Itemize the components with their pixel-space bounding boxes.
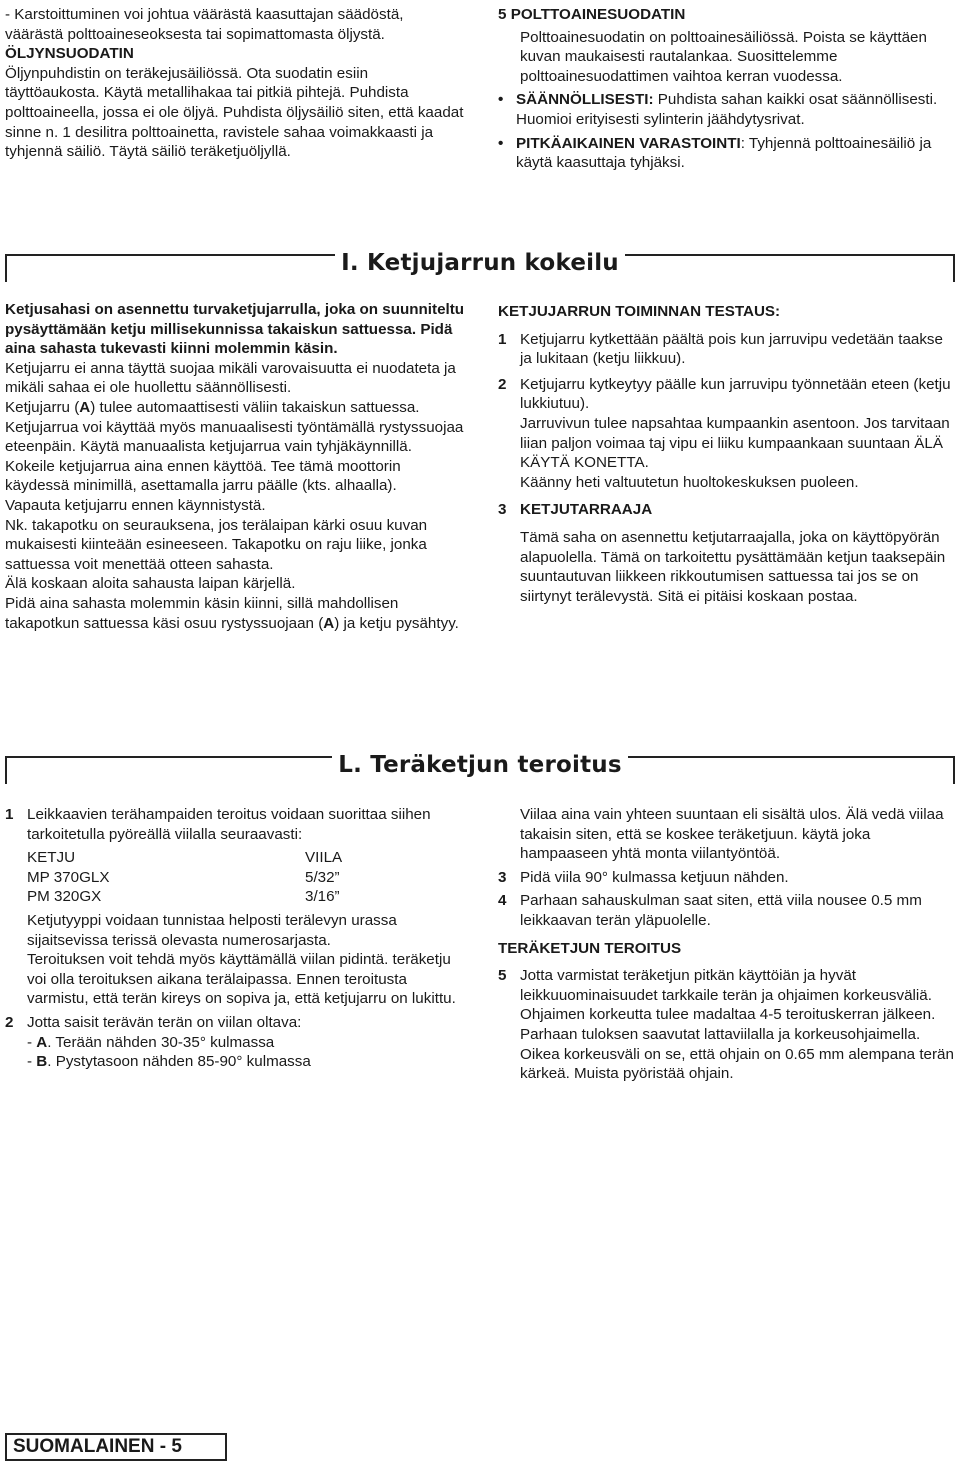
fuel-filter-number: 5 — [498, 6, 507, 23]
chain-brake-intro: Ketjusahasi on asennettu turvaketjujarrulla, joka on suunniteltu pysäyttämään ketju millisekunnissa takaiskun sattuessa. Pidä aina sahasta tukevasti kiinni molemmin käsin. — [5, 301, 465, 358]
step-text: Parhaan sahauskulman saat siten, että viila nousee 0.5 mm leikkaavan terän yläpuolelle. — [520, 892, 922, 929]
section-i-title-text: I. Ketjujarrun kokeilu — [335, 250, 625, 276]
step-number: 2 — [5, 1013, 14, 1031]
p2-pre: Ketjujarru ( — [5, 398, 80, 416]
carbon-note: - Karstoittuminen voi johtua väärästä kaasuttajan säädöstä, väärästä polttoaineseoksesta tai sopimattomasta öljystä. — [5, 6, 404, 43]
p8-post: ) ja ketju pysähtyy. — [334, 614, 459, 632]
sharpen-step-5 — [498, 966, 956, 1044]
brake-test-step-1 — [498, 330, 956, 369]
step-text: Leikkaavien terähampaiden teroitus voidaan suorittaa siihen tarkoitetulla pyöreällä viilalla seuraavasti: — [27, 806, 431, 843]
sharpen-step-1 — [5, 805, 465, 844]
fuel-filter-title: POLTTOAINESUODATIN — [510, 6, 686, 23]
table-cell: 5/32” — [305, 868, 340, 886]
p8-pre: Pidä aina sahasta molemmin käsin kiinni, sillä mahdollisen takapotkun sattuessa käsi osuu rystyssuojaan ( — [5, 594, 399, 632]
brake-test-step-2-warning: Jarruvivun tulee napsahtaa kumpaankin asentoon. Jos tarvitaan liian paljon voimaa taj vipu ei liiku kumpaankaan suuntaan ÄLÄ KÄYTÄ KONETTA. — [520, 414, 950, 472]
section-l-title-text: L. Teräketjun teroitus — [332, 752, 628, 778]
fuel-filter-heading — [498, 5, 956, 25]
sharpening-heading: TERÄKETJUN TEROITUS — [498, 939, 682, 957]
sharpen-step-3 — [498, 868, 956, 888]
bullet-icon: • — [498, 134, 504, 152]
step-text: Jotta varmistat teräketjun pitkän käyttöiän ja hyvät leikkuuominaisuudet tarkkaile terän ja ohjaimen korkeusväliä. Ohjaimen korkeutta tulee madaltaa 4-5 teroituskerran jälkeen. Parhaan tuloksen saavutat lattaviilalla ja korkeusohjaimella. — [520, 967, 936, 1043]
chain-brake-p7: Älä koskaan aloita sahausta laipan kärjellä. — [5, 575, 296, 593]
chain-brake-p8 — [5, 594, 465, 633]
chain-brake-p5: Vapauta ketjujarru ennen käynnistystä. — [5, 496, 266, 514]
oil-filter-text: Öljynpuhdistin on teräkejusäiliössä. Ota suodatin esiin täyttöaukosta. Käytä metallihakaa tai pitkiä pihtejä. Puhdista polttoaineella, jossa ei ole öljyä. Puhdista öljysäiliö siten, että kaadat sinne n. 1 desilitra polttoainetta, ravistele sahaa voimakkaasti ja tyhjennä säiliö. Täytä säiliö teräketjuöljyllä. — [5, 64, 464, 161]
oil-filter-heading: ÖLJYNSUODATIN — [5, 45, 134, 63]
file-direction-note: Viilaa aina vain yhteen suuntaan eli sisältä ulos. Älä vedä viilaa takaisin siten, että se koskee teräketjuun. käytä joka hampaaseen yhtä monta viilantyöntöä. — [520, 806, 944, 863]
regular-text: Puhdista sahan kaikki osat säännöllisesti. Huomioi erityisesti sylinterin jäähdytysrivat. — [516, 91, 938, 128]
regular-maintenance-text — [516, 90, 956, 129]
file-size-table — [5, 848, 465, 907]
table-header-file: VIILA — [305, 849, 343, 867]
depth-gauge-note: Oikea korkeusväli on se, että ohjain on 0.65 mm alempana terän kärkeä. Muista pyöristää ohjain. — [520, 1045, 954, 1083]
brake-test-step-2 — [498, 375, 956, 414]
table-header-chain: KETJU — [27, 849, 76, 867]
brake-test-step-2-service: Käänny heti valtuutetun huoltokeskuksen puoleen. — [520, 473, 859, 491]
chain-brake-test — [498, 302, 956, 606]
section-i-title — [0, 250, 960, 276]
sharpen-step-4 — [498, 891, 956, 930]
p2-label-a: A — [79, 398, 91, 416]
step-number: 3 — [498, 868, 507, 886]
table-row — [27, 868, 465, 888]
step-text: Pidä viila 90° kulmassa ketjuun nähden. — [520, 868, 789, 886]
brake-test-heading: KETJUJARRUN TOIMINNAN TESTAUS: — [498, 303, 781, 320]
table-cell: MP 370GLX — [27, 868, 110, 886]
bullet-icon: • — [498, 91, 504, 109]
chain-brake-p3: Ketjujarrua voi käyttää myös manuaalisesti työntämällä rystyssuojaa eteenpäin. Käytä manuaalista ketjujarrua vain tyhjäkäynnillä. — [5, 418, 464, 456]
chain-brake-left — [5, 300, 465, 633]
chain-brake-p1: Ketjujarru ei anna täyttä suojaa mikäli varovaisuutta ei nuodateta ja mikäli sahaa ei ole huollettu säännöllisesti. — [5, 359, 456, 397]
angle-b-text: . Pystytasoon nähden 85-90° kulmassa — [47, 1053, 311, 1071]
step-heading: KETJUTARRAAJA — [520, 501, 653, 519]
table-cell: 3/16” — [305, 888, 340, 906]
fuel-filter-text: Polttoainesuodatin on polttoainesäiliössä. Poista se käyttäen kuvan maukaisesti rautalankaa. Suosittelemme polttoainesuodattimen vaihtoa kerran vuodessa. — [520, 28, 927, 85]
chain-brake-p4: Kokeile ketjujarrua aina ennen käyttöä. Tee tämä moottorin käydessä minimillä, asettamalla jarru päälle (kts. alhaalla). — [5, 457, 401, 495]
p2-post: ) tulee automaattisesti väliin takaiskun sattuessa. — [90, 398, 420, 416]
table-row — [27, 887, 465, 907]
section-l-title — [0, 752, 960, 778]
step-number: 1 — [498, 330, 507, 348]
angle-a-label: A — [36, 1033, 48, 1051]
storage-text: : Tyhjennä polttoainesäiliö ja käytä kaasuttaja tyhjäksi. — [516, 134, 932, 172]
step-number: 3 — [498, 501, 507, 519]
table-header-row — [27, 848, 465, 868]
sharpen-step-2 — [5, 1013, 465, 1033]
file-holder-note: Teroituksen voit tehdä myös käyttämällä viilan pidintä. teräketju voi olla teroituksen aikana terälaipassa. Ennen teroitusta varmistu, että terän kireys on sopiva ja, että ketjujarru on lukittu. — [27, 951, 456, 1008]
chain-catcher-text: Tämä saha on asennettu ketjutarraajalla, joka on käyttöpyörän alapuolella. Tämä on tarkoitettu pysättämään ketjun taaksepäin suuntautuvan liikkeen rikkoutumisen sattuessa tai jos se on siirtynyt terälevystä. Sitä ei pitäisi koskaan postaa. — [520, 528, 946, 605]
step-number: 5 — [498, 967, 507, 985]
chain-catcher-step-3 — [498, 500, 956, 520]
long-storage-bullet — [498, 134, 956, 173]
angle-b-label: B — [36, 1053, 48, 1071]
regular-maintenance-bullet — [498, 90, 956, 129]
storage-label: PITKÄAIKAINEN VARASTOINTI — [516, 134, 741, 152]
step-number: 2 — [498, 375, 507, 393]
sharpening-right — [498, 805, 956, 1084]
step-text: Ketjujarru kytkettään päältä pois kun jarruvipu vedetään taakse ja lukitaan (ketju liikkuu). — [520, 330, 943, 368]
chain-brake-p2 — [5, 398, 465, 418]
angle-a-text: . Terään nähden 30-35° kulmassa — [47, 1033, 275, 1051]
oil-section — [5, 5, 465, 162]
angle-b — [5, 1052, 465, 1072]
dash: - — [27, 1053, 37, 1071]
step-text: Ketjujarru kytkeytyy päälle kun jarruvipu työnnetään eteen (ketju lukkiutuu). — [520, 375, 951, 413]
table-cell: PM 320GX — [27, 888, 102, 906]
regular-label: SÄÄNNÖLLISESTI: — [516, 91, 654, 109]
step-number: 1 — [5, 806, 14, 823]
step-number: 4 — [498, 892, 507, 910]
angle-a — [5, 1033, 465, 1053]
p8-label-a: A — [323, 614, 335, 632]
step-text: Jotta saisit terävän terän on viilan oltava: — [27, 1013, 302, 1031]
long-storage-text — [516, 134, 956, 173]
page-footer: SUOMALAINEN - 5 — [5, 1433, 227, 1461]
chain-brake-p6: Nk. takapotku on seurauksena, jos terälaipan kärki osuu kuvan mukaisesti kiinteään esineeseen. Takapotku on raju liike, jonka sattuessa voit menettää otteen sahasta. — [5, 516, 428, 573]
sharpening-left — [5, 805, 465, 1072]
dash: - — [27, 1033, 37, 1051]
chain-type-note: Ketjutyyppi voidaan tunnistaa helposti terälevyn urassa sijaitsevissa terissä olevasta numerosarjasta. — [27, 911, 397, 949]
fuel-filter-section — [498, 5, 956, 177]
